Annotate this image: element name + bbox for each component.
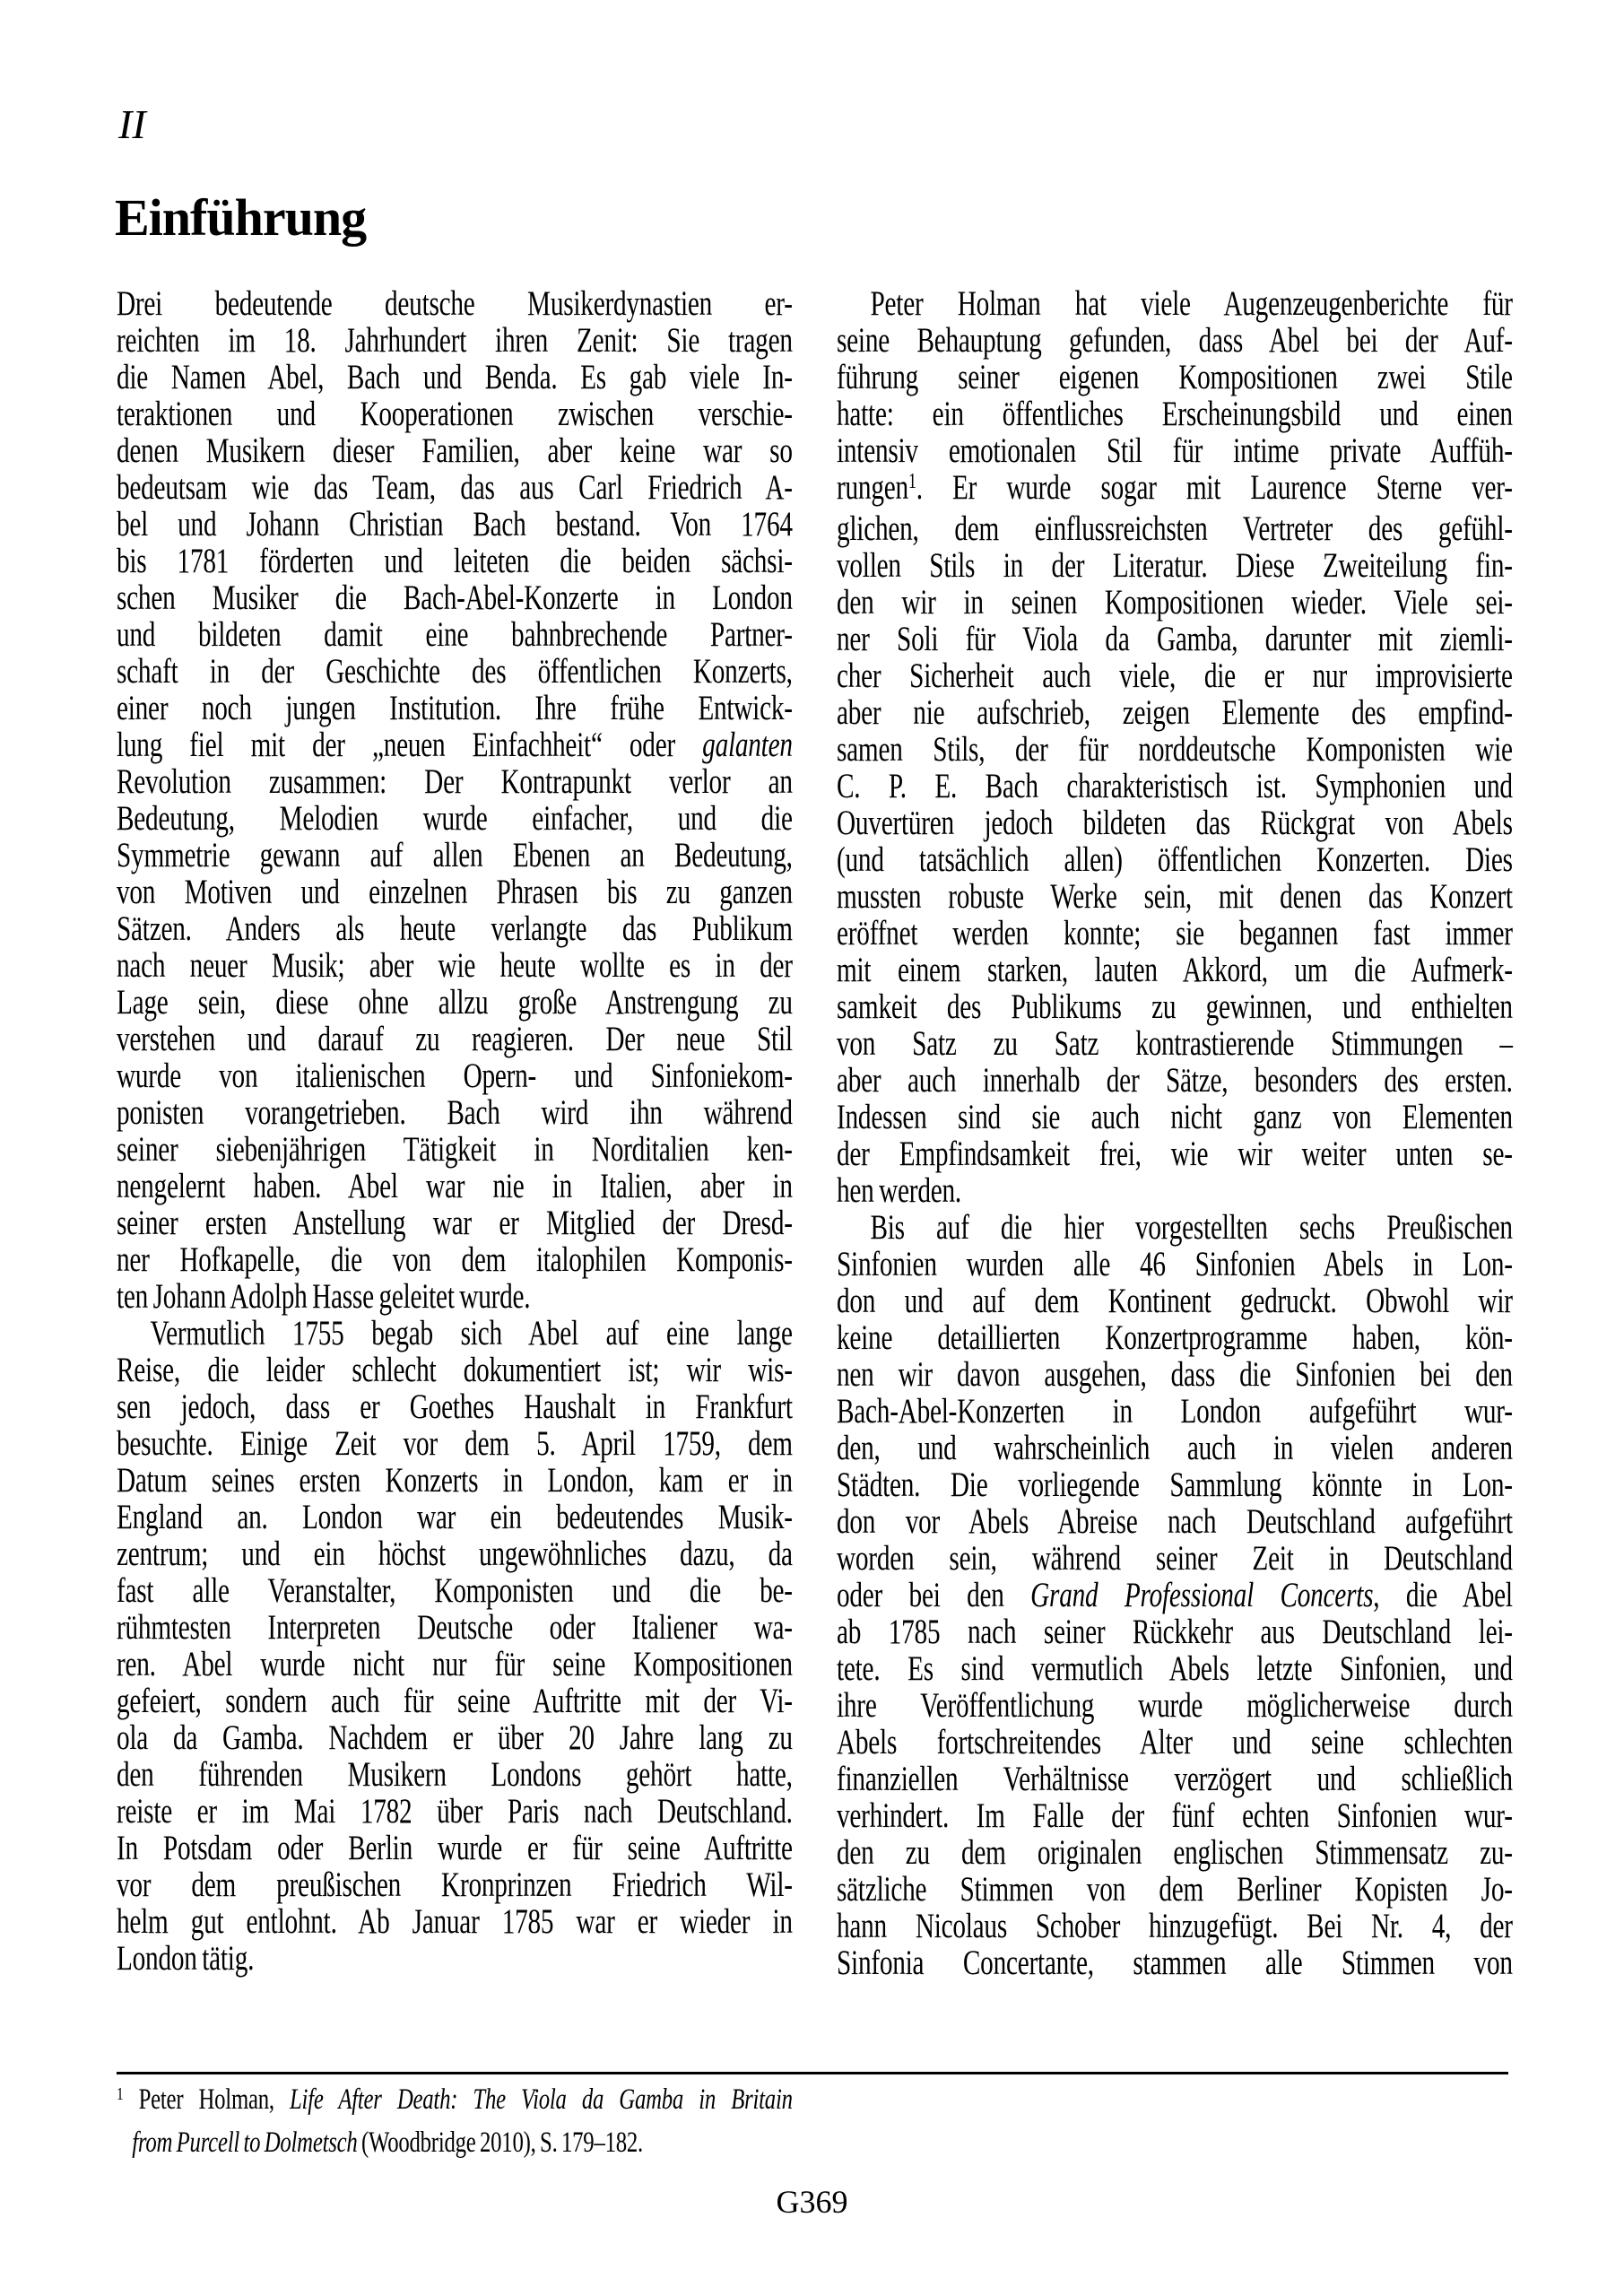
text-segment: Revolution zusammen: Der Kontrapunkt verlor an [117,762,793,801]
text-line [837,1283,1513,1319]
text-segment: fast alle Veranstalter, Komponisten und die be- [117,1571,793,1610]
text-segment: London tätig. [117,1939,255,1978]
text-line [117,1131,793,1168]
footnote-reference-marker: 1 [117,2083,124,2104]
text-segment: Sinfonien wurden alle 46 Sinfonien Abels in Lon- [837,1245,1513,1283]
text-line [837,1613,1513,1650]
text-line [117,1094,793,1131]
text-segment: sätzliche Stimmen von dem Berliner Kopisten Jo- [837,1870,1513,1909]
text-line [837,1430,1513,1466]
text-segment: England an. London war ein bedeutendes Musik- [117,1498,793,1536]
text-line [837,1761,1513,1797]
text-line [117,1756,793,1793]
text-line [117,285,793,322]
text-segment: vor dem preußischen Kronprinzen Friedrich Wil- [117,1866,793,1904]
text-line [117,1535,793,1572]
text-line [117,1425,793,1462]
text-line [837,1650,1513,1687]
text-line [117,1462,793,1499]
text-segment: reiste er im Mai 1782 über Paris nach Deutschland. [117,1792,793,1831]
text-line [837,322,1513,359]
text-line [117,1315,793,1352]
text-segment: samen Stils, der für norddeutsche Komponisten wie [837,730,1513,769]
text-line [837,1503,1513,1540]
text-line [837,1871,1513,1908]
text-line [837,915,1513,952]
text-segment: rühmtesten Interpreten Deutsche oder Italiener wa- [117,1608,793,1647]
text-line [117,616,793,653]
text-segment: don und auf dem Kontinent gedruckt. Obwohl wir [837,1282,1513,1320]
footnote-divider [117,2072,1508,2074]
text-line [837,952,1513,988]
text-line [117,1205,793,1241]
text-segment: ren. Abel wurde nicht nur für seine Kompositionen [117,1645,793,1683]
text-segment: bis 1781 förderten und leiteten die beiden sächsi- [117,542,793,580]
text-line [837,1246,1513,1283]
text-segment: Abels fortschreitendes Alter und seine schlechten [837,1723,1513,1761]
text-line [117,432,793,469]
text-segment: . Er wurde sogar mit Laurence Sterne ver- [916,468,1513,507]
text-line [837,510,1513,547]
text-segment: In Potsdam oder Berlin wurde er für seine Auftritte [117,1829,793,1867]
text-line [837,694,1513,731]
text-line [117,1168,793,1205]
text-line [837,584,1513,621]
text-segment: , die Abel [1373,1576,1513,1614]
italic-text-segment: galanten [702,726,793,764]
text-line [837,1209,1513,1246]
text-segment: ner Hofkapelle, die von dem italophilen Komponis- [117,1240,793,1279]
text-line [837,1577,1513,1613]
text-segment: hen werden. [837,1171,961,1210]
text-segment: worden sein, während seiner Zeit in Deutschland [837,1539,1513,1578]
text-segment: ab 1785 nach seiner Rückkehr aus Deutschland lei- [837,1613,1513,1651]
text-segment: verstehen und darauf zu reagieren. Der neue Stil [117,1020,793,1058]
page-title: Einführung [115,188,367,247]
text-line [117,690,793,726]
page-marker: II [118,101,146,147]
text-segment: von Satz zu Satz kontrastierende Stimmungen – [837,1024,1513,1063]
text-line [837,396,1513,432]
text-segment: seiner siebenjährigen Tätigkeit in Norditalien ken- [117,1130,793,1169]
text-line [117,579,793,616]
text-line [117,763,793,800]
text-segment: Ouvertüren jedoch bildeten das Rückgrat von Abels [837,804,1513,842]
text-segment: ponisten vorangetrieben. Bach wird ihn während [117,1093,793,1132]
text-line [837,1466,1513,1503]
text-segment: ihre Veröffentlichung wurde möglicherweise durch [837,1686,1513,1725]
text-segment: ten Johann Adolph Hasse geleitet wurde. [117,1277,531,1316]
text-line [117,1940,793,1977]
text-segment: C. P. E. Bach charakteristisch ist. Symphonien und [837,767,1513,805]
text-line [837,621,1513,657]
text-line [837,1908,1513,1944]
text-segment: (und tatsächlich allen) öffentlichen Konzerten. Dies [837,840,1513,879]
text-segment: gefeiert, sondern auch für seine Auftritte mit der Vi- [117,1682,793,1720]
text-line [837,547,1513,584]
text-line [837,841,1513,878]
text-segment: oder bei den [837,1576,1031,1614]
text-line [117,837,793,874]
text-segment: bel und Johann Christian Bach bestand. Von 1764 [117,505,793,544]
text-line [117,1903,793,1940]
text-segment: Indessen sind sie auch nicht ganz von Elementen [837,1098,1513,1136]
text-segment: nach neuer Musik; aber wie heute wollte es in der [117,946,793,985]
text-line [117,1241,793,1278]
text-segment: intensiv emotionalen Stil für intime private Auffüh- [837,431,1513,470]
text-segment: Bach-Abel-Konzerten in London aufgeführt wur- [837,1392,1513,1431]
text-segment: lung fiel mit der „neuen Einfachheit“ oder [117,726,703,764]
text-line [117,1830,793,1866]
text-segment: den, und wahrscheinlich auch in vielen anderen [837,1429,1513,1467]
text-line [837,1062,1513,1099]
text-segment: aber auch innerhalb der Sätze, besonders des ersten. [837,1061,1513,1100]
text-segment: hatte: ein öffentliches Erscheinungsbild und einen [837,395,1513,433]
text-segment: Lage sein, diese ohne allzu große Anstrengung zu [117,983,793,1022]
text-segment: den führenden Musikern Londons gehört hatte, [117,1755,793,1794]
text-line [117,1609,793,1646]
italic-text-segment: Grand Professional Concerts [1030,1576,1374,1614]
text-segment: nen wir davon ausgehen, dass die Sinfonien bei den [837,1355,1513,1394]
text-line [837,469,1513,510]
text-line [117,947,793,984]
text-line [837,1099,1513,1135]
text-line [837,768,1513,804]
text-line [117,984,793,1021]
text-segment: Reise, die leider schlecht dokumentiert ist; wir wis- [117,1351,793,1389]
text-segment: reichten im 18. Jahrhundert ihren Zenit: Sie tragen [117,321,793,360]
text-segment: Sinfonia Concertante, stammen alle Stimmen von [837,1944,1513,1982]
text-segment: Bedeutung, Melodien wurde einfacher, und die [117,799,793,838]
text-line [117,396,793,432]
text-segment: einer noch jungen Institution. Ihre frühe Entwick- [117,689,793,727]
text-line [837,1687,1513,1724]
text-line [837,657,1513,694]
footnote-reference-marker: 1 [908,468,916,493]
text-segment: finanziellen Verhältnisse verzögert und schließlich [837,1760,1513,1798]
text-line [117,910,793,947]
text-segment: Sätzen. Anders als heute verlangte das Publikum [117,909,793,948]
text-line [117,359,793,396]
text-line [837,988,1513,1025]
text-line [837,1834,1513,1871]
text-line [837,1356,1513,1393]
text-segment: von Motiven und einzelnen Phrasen bis zu ganzen [117,873,793,911]
text-line [117,469,793,506]
text-segment: führung seiner eigenen Kompositionen zwei Stile [837,358,1513,396]
text-segment: hann Nicolaus Schober hinzugefügt. Bei Nr. 4, der [837,1907,1513,1945]
text-line [117,1057,793,1094]
text-line [837,878,1513,915]
text-segment: wurde von italienischen Opern- und Sinfoniekom- [117,1057,793,1095]
text-column-right [837,285,1513,1981]
text-segment: don vor Abels Abreise nach Deutschland aufgeführt [837,1502,1513,1541]
text-segment: seiner ersten Anstellung war er Mitglied der Dresd- [117,1204,793,1242]
text-line [117,1021,793,1057]
text-line [117,800,793,837]
text-line [117,1388,793,1425]
text-line [117,1499,793,1535]
text-line [837,1540,1513,1577]
text-segment: sen jedoch, dass er Goethes Haushalt in Frankfurt [117,1387,793,1426]
text-segment: schen Musiker die Bach-Abel-Konzerte in London [117,578,793,617]
text-line [837,1025,1513,1062]
text-segment: cher Sicherheit auch viele, die er nur improvisierte [837,657,1513,695]
text-column-left [117,285,793,1977]
text-line [837,1944,1513,1981]
text-line [837,1393,1513,1430]
text-segment: Vermutlich 1755 begab sich Abel auf eine lange [150,1314,793,1352]
text-segment: Peter Holman hat viele Augenzeugenberichte für [870,284,1513,323]
text-line [837,804,1513,841]
italic-text-segment: Life After Death: The Viola da Gamba in Britain [290,2083,793,2116]
text-segment: denen Musikern dieser Familien, aber keine war so [117,431,793,470]
text-segment: keine detaillierten Konzertprogramme haben, kön- [837,1318,1513,1357]
text-line [117,322,793,359]
text-segment: ola da Gamba. Nachdem er über 20 Jahre lang zu [117,1718,793,1757]
text-segment: besuchte. Einige Zeit vor dem 5. April 1759, dem [117,1424,793,1463]
text-line [837,359,1513,396]
text-segment: mit einem starken, lauten Akkord, um die Aufmerk- [837,951,1513,989]
text-line [117,1572,793,1609]
text-line [117,1683,793,1719]
text-segment: rungen [837,468,908,507]
text-segment: bedeutsam wie das Team, das aus Carl Friedrich A- [117,468,793,507]
text-segment: vollen Stils in der Literatur. Diese Zweiteilung fin- [837,546,1513,585]
text-line [837,1797,1513,1834]
text-line [117,726,793,763]
text-line [117,653,793,690]
text-line [837,1135,1513,1172]
text-line [117,1793,793,1830]
text-segment: Bis auf die hier vorgestellten sechs Preußischen [870,1208,1513,1247]
text-segment: glichen, dem einflussreichsten Vertreter des gefühl- [837,509,1513,548]
text-segment: den wir in seinen Kompositionen wieder. Viele sei- [837,583,1513,622]
italic-text-segment: from Purcell to Dolmetsch [132,2126,358,2159]
text-segment: (Woodbridge 2010), S. 179–182. [357,2126,644,2159]
text-line [837,285,1513,322]
text-line [117,2080,793,2123]
text-line [117,543,793,579]
text-segment: teraktionen und Kooperationen zwischen verschie- [117,395,793,433]
text-segment: den zu dem originalen englischen Stimmensatz zu- [837,1833,1513,1872]
text-line [837,731,1513,768]
text-line [837,1319,1513,1356]
text-segment: verhindert. Im Falle der fünf echten Sinfonien wur- [837,1796,1513,1835]
text-segment: ner Soli für Viola da Gamba, darunter mit ziemli- [837,620,1513,658]
text-line [837,1172,1513,1209]
text-line [117,2123,793,2162]
text-line [117,1866,793,1903]
text-line [117,874,793,910]
text-segment: zentrum; und ein höchst ungewöhnliches dazu, da [117,1535,793,1573]
text-segment: Symmetrie gewann auf allen Ebenen an Bedeutung, [117,836,793,874]
text-segment: seine Behauptung gefunden, dass Abel bei der Auf- [837,321,1513,360]
text-segment: die Namen Abel, Bach und Benda. Es gab viele In- [117,358,793,396]
text-segment: der Empfindsamkeit frei, wie wir weiter unten se- [837,1135,1513,1173]
page-number: G369 [776,2184,848,2220]
text-segment: Drei bedeutende deutsche Musikerdynastien er- [117,284,793,323]
text-segment: mussten robuste Werke sein, mit denen das Konzert [837,877,1513,916]
text-line [117,1352,793,1388]
text-segment: schaft in der Geschichte des öffentlichen Konzerts, [117,652,793,691]
text-segment: tete. Es sind vermutlich Abels letzte Sinfonien, und [837,1649,1513,1688]
text-segment: Städten. Die vorliegende Sammlung könnte in Lon- [837,1465,1513,1504]
text-line [837,432,1513,469]
text-segment: nengelernt haben. Abel war nie in Italien, aber in [117,1167,793,1205]
text-segment: aber nie aufschrieb, zeigen Elemente des empfind- [837,693,1513,732]
text-line [117,1646,793,1683]
text-line [117,1719,793,1756]
text-line [117,506,793,543]
text-line [117,1278,793,1315]
text-segment: eröffnet werden konnte; sie begannen fast immer [837,914,1513,952]
footnote [117,2080,793,2162]
text-segment: helm gut entlohnt. Ab Januar 1785 war er wieder in [117,1902,793,1941]
text-segment: Peter Holman, [123,2083,291,2116]
text-line [837,1724,1513,1761]
text-segment: samkeit des Publikums zu gewinnen, und enthielten [837,987,1513,1026]
text-segment: und bildeten damit eine bahnbrechende Partner- [117,615,793,654]
text-segment: Datum seines ersten Konzerts in London, kam er in [117,1461,793,1500]
